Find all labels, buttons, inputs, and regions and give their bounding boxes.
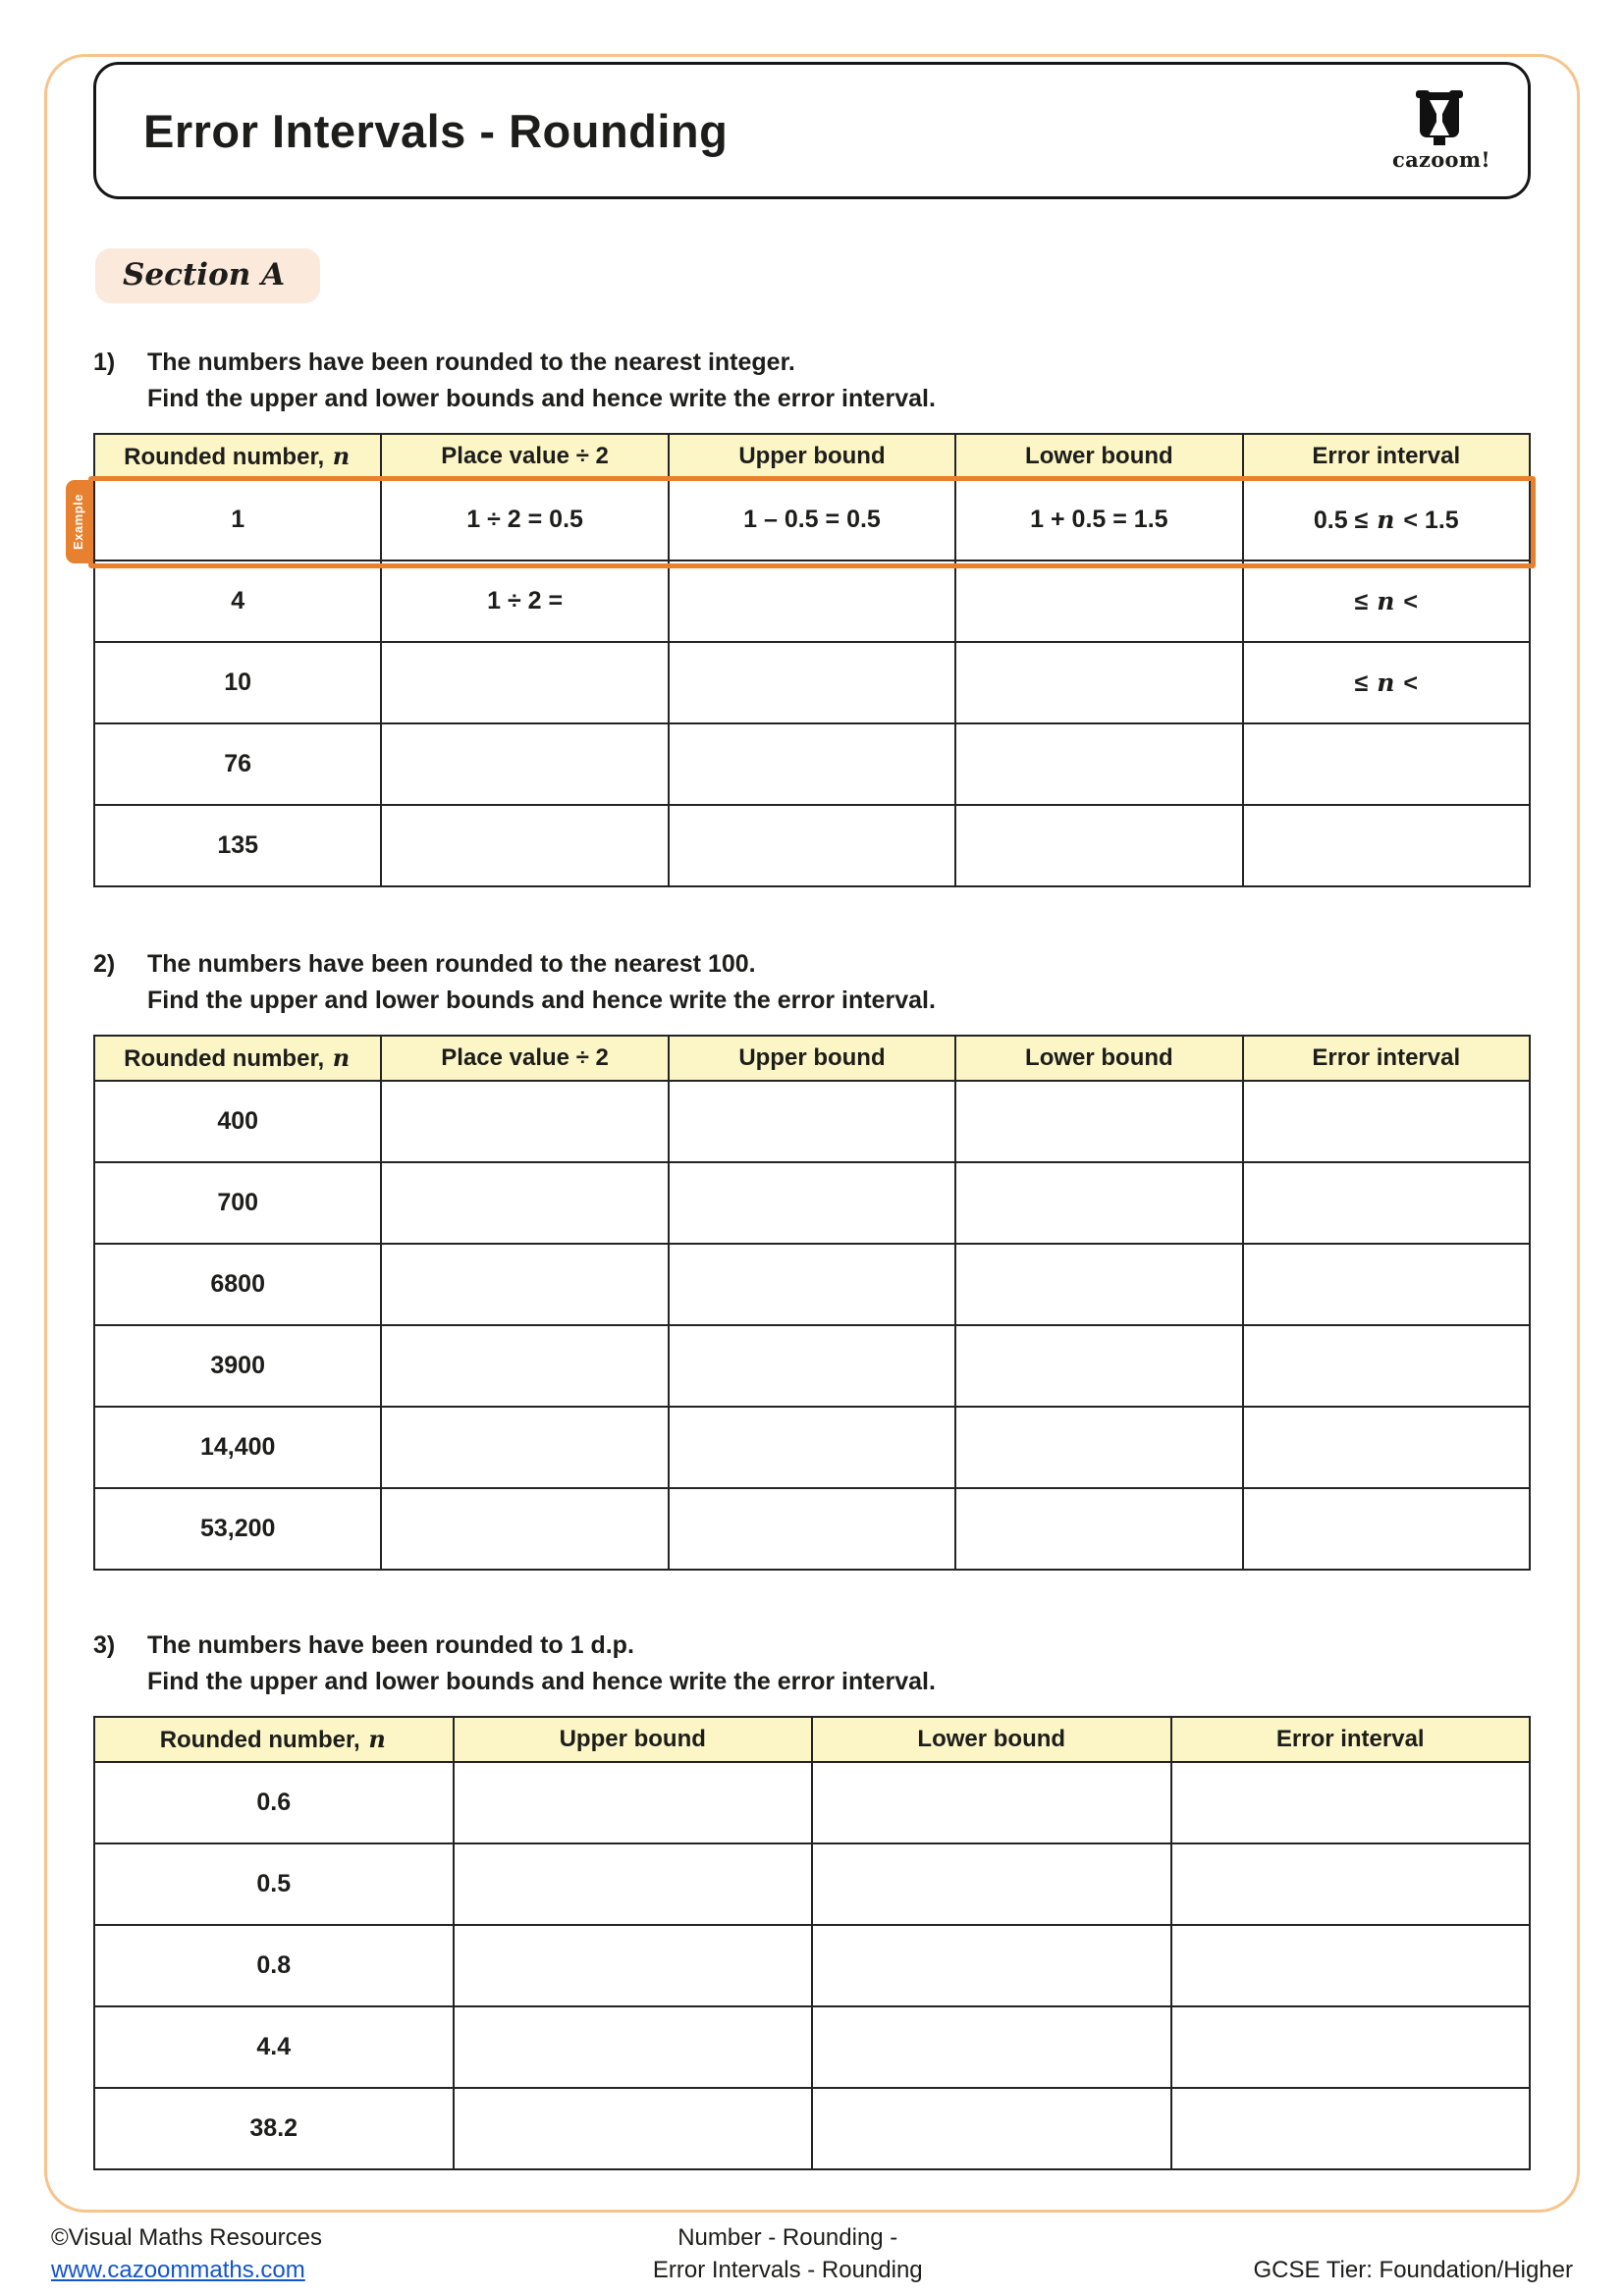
table-row: [94, 1244, 1530, 1325]
footer-center: [653, 2221, 923, 2286]
column-header: Error interval: [1171, 1717, 1531, 1762]
table-cell: 0.5: [94, 1843, 454, 1925]
table-cell: 400: [94, 1081, 381, 1162]
table-cell: [669, 561, 955, 642]
table-cell: ≤ n <: [1243, 561, 1530, 642]
table-cell: [955, 561, 1242, 642]
table-cell: 0.5 ≤ n < 1.5: [1243, 479, 1530, 561]
table-cell: [669, 642, 955, 723]
table-cell: [454, 1843, 813, 1925]
table-header-row: [94, 1717, 1530, 1762]
column-header: Error interval: [1243, 1036, 1530, 1081]
rounding-table-3: [93, 1716, 1531, 2170]
question-2-text: The numbers have been rounded to the nearest 100. Find the upper and lower bounds and hence write the error interval.: [147, 950, 936, 1014]
table-cell: [669, 1244, 955, 1325]
page-title: Error Intervals - Rounding: [143, 104, 729, 157]
question-2-number: 2): [93, 950, 116, 978]
example-row: [94, 479, 1530, 561]
table-cell: 10: [94, 642, 381, 723]
table-cell: [454, 1925, 813, 2006]
table-cell: [381, 1325, 668, 1407]
column-header: Rounded number, n: [94, 1717, 454, 1762]
column-header: Place value ÷ 2: [381, 1036, 668, 1081]
question-3: [93, 1628, 1531, 1700]
table-cell: [381, 1162, 668, 1244]
example-tab: [66, 480, 90, 563]
table-cell: [812, 1843, 1171, 1925]
table-cell: 1 – 0.5 = 0.5: [669, 479, 955, 561]
table-cell: 53,200: [94, 1488, 381, 1570]
table-cell: [381, 1488, 668, 1570]
table-cell: [454, 2088, 813, 2169]
example-tab-label: Example: [71, 494, 85, 550]
table-cell: [381, 642, 668, 723]
question-1-text: The numbers have been rounded to the nearest integer. Find the upper and lower bounds and hence write the error interval.: [147, 348, 936, 412]
table-cell: 3900: [94, 1325, 381, 1407]
table-cell: [812, 2006, 1171, 2088]
table-cell: [669, 1488, 955, 1570]
cazoom-logo: [1392, 90, 1490, 172]
table-cell: [955, 1488, 1242, 1570]
table-cell: [955, 805, 1242, 886]
rounding-table-2: [93, 1035, 1531, 1571]
brand-text: cazoom!: [1392, 146, 1490, 172]
rounding-table-1: [93, 433, 1531, 887]
column-header: Rounded number, n: [94, 434, 381, 479]
question-3-number: 3): [93, 1631, 116, 1659]
table-cell: 4: [94, 561, 381, 642]
table-cell: [955, 723, 1242, 805]
table-cell: [1243, 1081, 1530, 1162]
table-cell: [669, 1162, 955, 1244]
table-cell: [669, 1407, 955, 1488]
table-cell: 0.6: [94, 1762, 454, 1843]
table-cell: [381, 1407, 668, 1488]
column-header: Upper bound: [669, 434, 955, 479]
column-header: Error interval: [1243, 434, 1530, 479]
table-cell: 6800: [94, 1244, 381, 1325]
cazoom-icon: [1392, 90, 1487, 145]
footer-topic-line1: Number - Rounding -: [677, 2224, 898, 2251]
table-cell: 4.4: [94, 2006, 454, 2088]
table-row: [94, 1925, 1530, 2006]
table-cell: [955, 642, 1242, 723]
table-row: [94, 723, 1530, 805]
table-cell: 14,400: [94, 1407, 381, 1488]
table-cell: 700: [94, 1162, 381, 1244]
table-row: [94, 1081, 1530, 1162]
table-3-wrap: [93, 1716, 1531, 2170]
table-row: [94, 1843, 1530, 1925]
table-cell: [1171, 2006, 1531, 2088]
table-cell: 38.2: [94, 2088, 454, 2169]
table-row: [94, 2006, 1530, 2088]
table-cell: [955, 1081, 1242, 1162]
table-cell: [381, 1244, 668, 1325]
table-cell: [1171, 1925, 1531, 2006]
page-footer: [51, 2221, 1573, 2286]
table-cell: [1243, 1407, 1530, 1488]
footer-topic-line2: Error Intervals - Rounding: [652, 2257, 923, 2283]
table-header-row: [94, 1036, 1530, 1081]
table-cell: [669, 805, 955, 886]
column-header: Upper bound: [669, 1036, 955, 1081]
table-cell: [1171, 2088, 1531, 2169]
table-cell: [381, 1081, 668, 1162]
table-cell: 1 ÷ 2 = 0.5: [381, 479, 668, 561]
table-header-row: [94, 434, 1530, 479]
table-cell: [1243, 805, 1530, 886]
site-link[interactable]: www.cazoommaths.com: [51, 2257, 305, 2283]
question-2: [93, 946, 1531, 1019]
table-cell: [1243, 1162, 1530, 1244]
table-cell: [955, 1325, 1242, 1407]
table-row: [94, 642, 1530, 723]
copyright-text: ©Visual Maths Resources: [51, 2224, 323, 2251]
table-row: [94, 1407, 1530, 1488]
question-1-number: 1): [93, 348, 116, 376]
column-header: Rounded number, n: [94, 1036, 381, 1081]
table-cell: [381, 805, 668, 886]
table-cell: [812, 1925, 1171, 2006]
table-row: [94, 805, 1530, 886]
table-cell: [381, 723, 668, 805]
table-cell: [1171, 1843, 1531, 1925]
column-header: Lower bound: [955, 1036, 1242, 1081]
footer-left: [51, 2221, 322, 2286]
table-cell: [1243, 723, 1530, 805]
table-cell: 1 ÷ 2 =: [381, 561, 668, 642]
table-cell: 135: [94, 805, 381, 886]
table-1-wrap: [71, 433, 1531, 887]
table-cell: 76: [94, 723, 381, 805]
table-cell: [955, 1162, 1242, 1244]
table-cell: [669, 723, 955, 805]
table-row: [94, 1762, 1530, 1843]
worksheet-header: [93, 62, 1531, 199]
table-cell: [454, 2006, 813, 2088]
table-cell: [454, 1762, 813, 1843]
table-row: [94, 1488, 1530, 1570]
table-cell: 1: [94, 479, 381, 561]
column-header: Place value ÷ 2: [381, 434, 668, 479]
column-header: Lower bound: [955, 434, 1242, 479]
table-cell: 0.8: [94, 1925, 454, 2006]
table-row: [94, 1325, 1530, 1407]
table-row: [94, 1162, 1530, 1244]
table-cell: [955, 1244, 1242, 1325]
table-cell: [1243, 1488, 1530, 1570]
table-cell: [1243, 1325, 1530, 1407]
table-cell: [955, 1407, 1242, 1488]
page-content: [71, 62, 1531, 2170]
table-cell: [669, 1325, 955, 1407]
question-1: [93, 345, 1531, 417]
table-cell: [812, 1762, 1171, 1843]
table-row: [94, 2088, 1530, 2169]
table-row: [94, 561, 1530, 642]
table-cell: [1171, 1762, 1531, 1843]
table-2-wrap: [93, 1035, 1531, 1571]
table-cell: [669, 1081, 955, 1162]
column-header: Upper bound: [454, 1717, 813, 1762]
table-cell: [812, 2088, 1171, 2169]
table-cell: 1 + 0.5 = 1.5: [955, 479, 1242, 561]
footer-tier: GCSE Tier: Foundation/Higher: [1253, 2257, 1573, 2283]
section-label: Section A: [95, 248, 320, 303]
question-3-text: The numbers have been rounded to 1 d.p. Find the upper and lower bounds and hence write the error interval.: [147, 1631, 936, 1695]
table-cell: [1243, 1244, 1530, 1325]
table-cell: ≤ n <: [1243, 642, 1530, 723]
column-header: Lower bound: [812, 1717, 1171, 1762]
